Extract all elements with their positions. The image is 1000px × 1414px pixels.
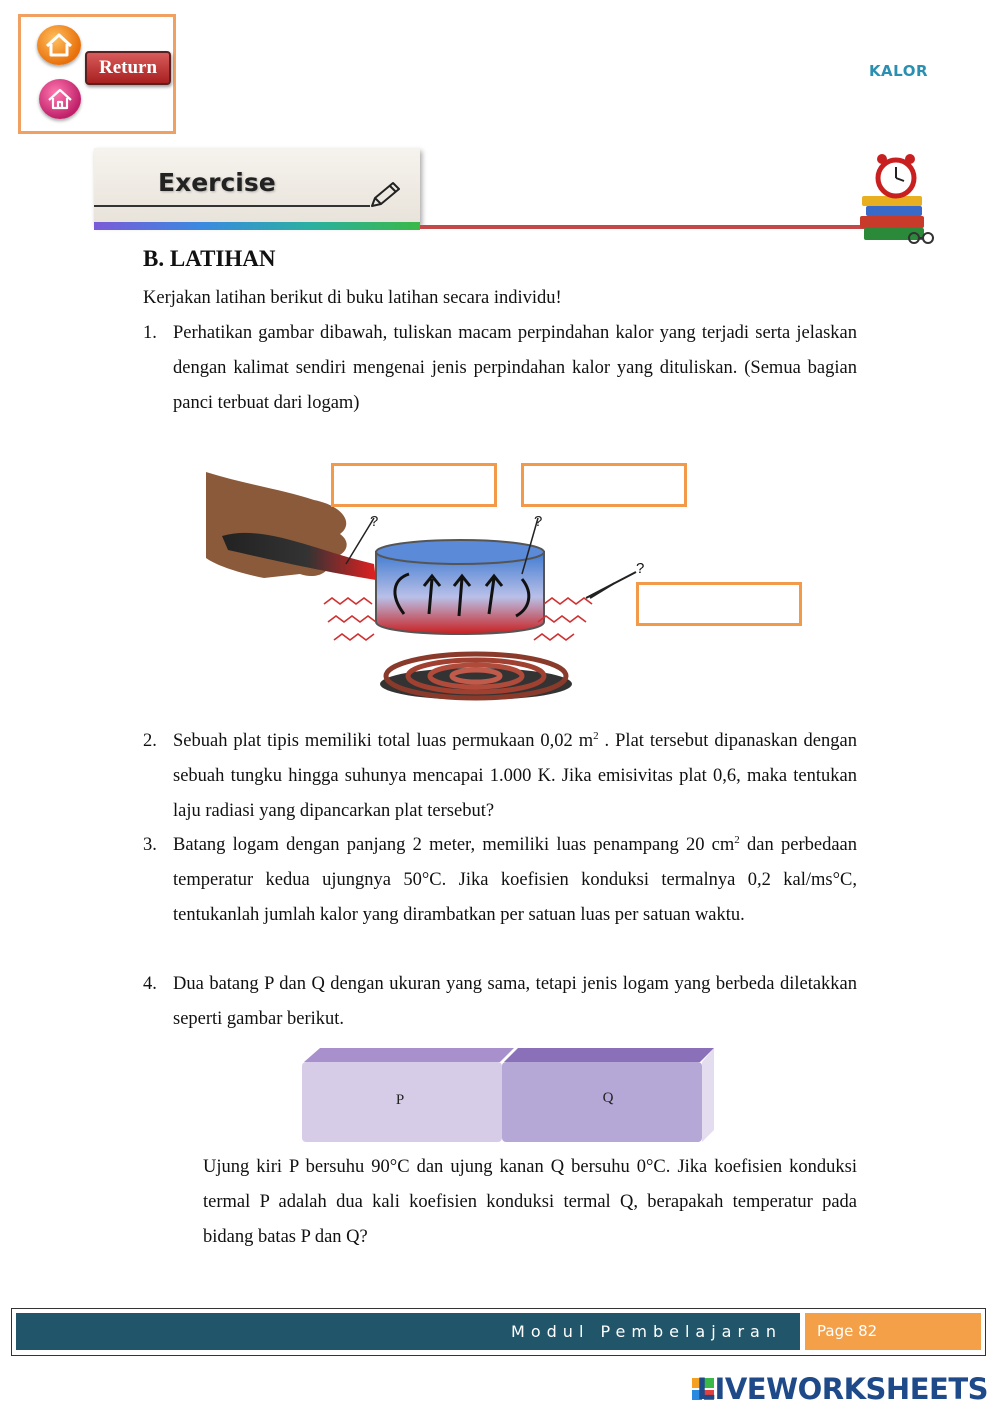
home-button[interactable] [37,25,81,65]
return-button[interactable]: Return [85,51,171,85]
home-button-secondary[interactable] [39,79,81,119]
bar-q-top [504,1048,714,1062]
question-1-text: Perhatikan gambar dibawah, tuliskan macam perpindahan kalor yang terjadi serta jelaskan dengan kalimat sendiri mengenai jenis perpindahan kalor yang dituliskan. (Semua bagian panci terbuat dari logam) [173,323,857,413]
question-4-follow-text: Ujung kiri P bersuhu 90°C dan ujung kanan Q bersuhu 0°C. Jika koefisien konduksi termal P adalah dua kali koefisien konduksi termal Q, berapakah temperatur pada bidang batas P dan Q? [203,1157,857,1247]
question-number: 3. [143,835,157,855]
section-heading: B. LATIHAN [143,246,276,271]
question-number: 1. [143,323,157,343]
footer-module-bar [16,1313,800,1350]
bar-p-label: P [395,1092,405,1108]
navigation-box [18,14,176,134]
answer-input-2[interactable] [521,463,687,507]
superscript: 2 [593,729,599,742]
answer-input-1[interactable] [331,463,497,507]
home-icon [39,79,81,119]
exercise-underline [94,205,370,207]
page-number: Page 82 [817,1322,878,1340]
banner-color-strip [94,222,420,230]
question-2-text-b: . Plat tersebut dipanaskan dengan sebuah tungku hingga suhunya mencapai 1.000 K. Jika emisivitas plat 0,6, maka tentukan laju radiasi yang dipancarkan plat tersebut? [173,731,857,821]
banner-divider-line [420,225,870,229]
question-number: 2. [143,731,157,751]
clock-books-icon [856,150,940,250]
question-4-text: Dua batang P dan Q dengan ukuran yang sama, tetapi jenis logam yang berbeda diletakkan seperti gambar berikut. [173,974,857,1029]
question-number: 4. [143,974,157,994]
question-3-text-a: Batang logam dengan panjang 2 meter, memiliki luas penampang 20 cm [173,835,735,855]
header-topic: KALOR [868,62,928,80]
question-marker: ? [370,513,379,530]
question-marker: ? [636,560,645,577]
liveworksheets-brand: LIVEWORKSHEETS [696,1372,988,1406]
question-marker: ? [534,513,543,530]
answer-input-3[interactable] [636,582,802,626]
home-icon [37,25,81,65]
footer-page-box [805,1313,981,1350]
question-3-text [173,828,857,933]
question-3-text-b: dan perbedaan temperatur kedua ujungnya 50°C. Jika koefisien konduksi termalnya 0,2 kal/ms°C, tentukanlah jumlah kalor yang dirambatkan per satuan luas per satuan waktu. [173,835,858,925]
question-2-text [173,724,857,829]
section-intro: Kerjakan latihan berikut di buku latihan secara individu! [143,288,562,308]
footer-module-text: Modul Pembelajaran [511,1322,782,1341]
bars-p-q-figure [300,1044,718,1146]
question-2-text-a: Sebuah plat tipis memiliki total luas permukaan 0,02 m [173,731,594,751]
bar-p-top [304,1048,514,1062]
exercise-banner [94,148,420,224]
pencil-icon [368,180,404,210]
bar-q-label: Q [602,1090,614,1106]
leader-line [582,568,640,602]
bar-q-side [702,1048,714,1142]
superscript: 2 [734,833,740,846]
stove-burner [380,654,572,700]
exercise-title: Exercise [158,168,276,197]
